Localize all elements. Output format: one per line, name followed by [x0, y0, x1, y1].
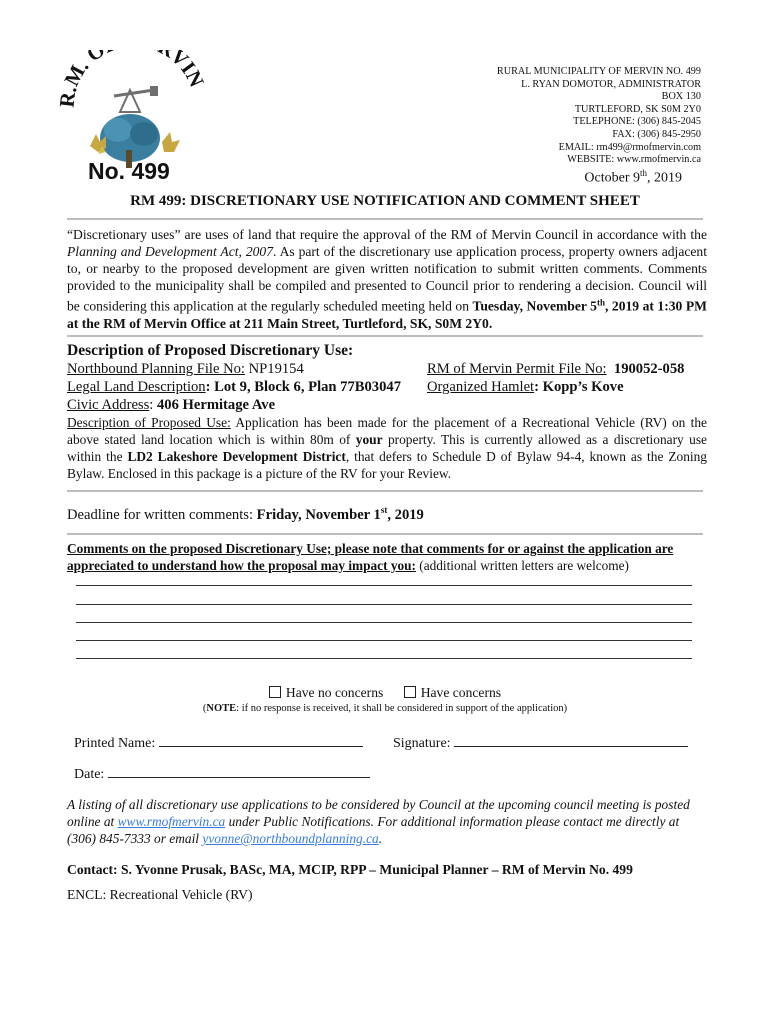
have-concerns-checkbox[interactable] — [404, 686, 416, 698]
legal-land — [67, 378, 401, 396]
proposed-use-text: Application has been made for the placement of a Recreational Vehicle (RV) on the above stated land location which is within 80m of — [67, 415, 707, 447]
note-text: : if no response is received, it shall be considered in support of the application) — [236, 703, 568, 714]
deadline-sup: st — [380, 505, 388, 515]
listing-text: A listing of all discretionary use applications to be considered by Council at the upcoming council meeting is posted online at — [67, 797, 690, 829]
printed-name-label: Printed Name: — [74, 736, 156, 751]
legal-value: : Lot 9, Block 6, Plan 77B03047 — [205, 379, 401, 395]
northbound-file — [67, 360, 304, 378]
act-name: Planning and Development Act, 2007 — [67, 244, 274, 259]
comment-line[interactable] — [76, 585, 692, 586]
date-suffix: , 2019 — [647, 170, 682, 186]
address-line: FAX: (306) 845-2950 — [612, 128, 701, 140]
rm-permit-value: 190052-058 — [613, 361, 685, 377]
proposed-use-text: property. This is currently allowed as a discretionary use within the — [67, 432, 707, 464]
comments-heading — [67, 541, 707, 574]
date-sup: th — [639, 168, 647, 178]
listing-text: under Public Notifications. For additional information please contact me directly at (306) 845-7333 or email — [67, 814, 680, 846]
deadline — [67, 505, 424, 524]
meeting-date: Tuesday, November 5 — [472, 298, 597, 314]
intro-text: “Discretionary uses” are uses of land that require the approval of the RM of Mervin Council in accordance with the — [67, 227, 707, 242]
proposed-use-paragraph — [67, 414, 707, 482]
enclosure-line: ENCL: Recreational Vehicle (RV) — [67, 887, 253, 902]
proposed-use-emphasis: your — [355, 432, 383, 447]
divider — [67, 218, 703, 220]
comment-line[interactable] — [76, 622, 692, 623]
signature-field — [393, 732, 688, 752]
comment-line[interactable] — [76, 640, 692, 641]
intro-text: . As part of the discretionary use application process, property owners adjacent to, or nearby to the proposed development are given written notification to submit written comments. Comments provided to the municipality shall be compiled and presented to Council prior to rendering a decision. Council will be considering this application at the regularly scheduled meeting held on — [67, 244, 707, 314]
organized-hamlet — [427, 378, 624, 396]
northbound-file-label: Northbound Planning File No: — [67, 361, 245, 377]
date-label: Date: — [74, 767, 105, 782]
meeting-sup: th — [596, 297, 605, 307]
printed-name-field — [74, 732, 363, 752]
listing-paragraph — [67, 796, 709, 847]
address-line: BOX 130 — [661, 91, 701, 103]
address-line: WEBSITE: www.rmofmervin.ca — [567, 154, 701, 166]
date-text: October 9 — [584, 170, 640, 186]
letter-date — [584, 168, 682, 187]
address-line: TURTLEFORD, SK S0M 2Y0 — [574, 103, 701, 115]
intro-paragraph — [67, 226, 707, 332]
comments-heading-text: Comments on the proposed Discretionary Use; please note that comments for or against the application are appreciated to understand how the proposal may impact you: — [67, 541, 674, 573]
hamlet-value: : Kopp’s Kove — [534, 379, 624, 395]
civic-value: 406 Hermitage Ave — [157, 397, 276, 413]
printed-name-input[interactable] — [159, 732, 363, 747]
rm-logo — [58, 50, 208, 190]
comment-line[interactable] — [76, 604, 692, 605]
address-line: RURAL MUNICIPALITY OF MERVIN NO. 499 — [496, 66, 701, 77]
proposed-use-label: Description of Proposed Use: — [67, 415, 231, 430]
address-line: L. RYAN DOMOTOR, ADMINISTRATOR — [521, 78, 701, 90]
divider — [67, 335, 703, 337]
civic-label: Civic Address — [67, 397, 150, 413]
date-input[interactable] — [108, 763, 370, 778]
civic-address — [67, 396, 275, 414]
divider — [67, 533, 703, 535]
note-paren: ( — [202, 703, 207, 714]
address-line: EMAIL: rm499@rmofmervin.com — [558, 141, 701, 153]
legal-label: Legal Land Description — [67, 379, 206, 395]
email-link[interactable]: yvonne@northboundplanning.ca — [202, 831, 379, 846]
no-concerns-label: Have no concerns — [285, 685, 384, 700]
district-name: LD2 Lakeshore Development District — [127, 449, 346, 464]
northbound-file-value: NP19154 — [244, 361, 304, 377]
comments-subtext: (additional written letters are welcome) — [415, 557, 629, 573]
divider — [67, 490, 703, 492]
note-label: NOTE — [206, 703, 237, 714]
address-line: TELEPHONE: (306) 845-2045 — [573, 116, 701, 128]
civic-colon: : — [149, 397, 157, 413]
deadline-label: Deadline for written comments: — [67, 506, 257, 523]
logo-number-text: No. 499 — [88, 158, 170, 184]
no-concerns-checkbox[interactable] — [269, 686, 281, 698]
meeting-location: , 2019 at 1:30 PM at the RM of Mervin Office at 211 Main Street, Turtleford, SK, S0M 2Y0. — [67, 298, 707, 331]
deadline-year: , 2019 — [387, 506, 424, 523]
logo-arc-text: .M. O VIN — [58, 50, 208, 95]
address-block — [497, 66, 701, 167]
rm-permit-label: RM of Mervin Permit File No: — [427, 361, 607, 377]
rm-permit-file — [427, 360, 684, 378]
description-heading: Description of Proposed Discretionary Use: — [67, 342, 354, 359]
signature-label: Signature: — [393, 736, 451, 751]
proposed-use-text: , that defers to Schedule D of Bylaw 94-4, known as the Zoning Bylaw. Enclosed in this package is a picture of the RV for your Review. — [67, 449, 707, 481]
signature-input[interactable] — [454, 732, 688, 747]
contact-line: Contact: S. Yvonne Prusak, BASc, MA, MCIP, RPP – Municipal Planner – RM of Mervin No. 499 — [67, 862, 633, 877]
hamlet-label: Organized Hamlet — [427, 379, 535, 395]
response-note — [0, 703, 770, 714]
date-field — [74, 763, 370, 783]
rm-website-link[interactable]: www.rmofmervin.ca — [117, 814, 226, 829]
document-title: RM 499: DISCRETIONARY USE NOTIFICATION AND COMMENT SHEET — [130, 193, 640, 209]
deadline-date: Friday, November 1 — [256, 506, 381, 523]
concerns-options — [0, 685, 770, 701]
have-concerns-label: Have concerns — [420, 685, 502, 700]
comment-line[interactable] — [76, 658, 692, 659]
listing-text: . — [378, 831, 383, 846]
